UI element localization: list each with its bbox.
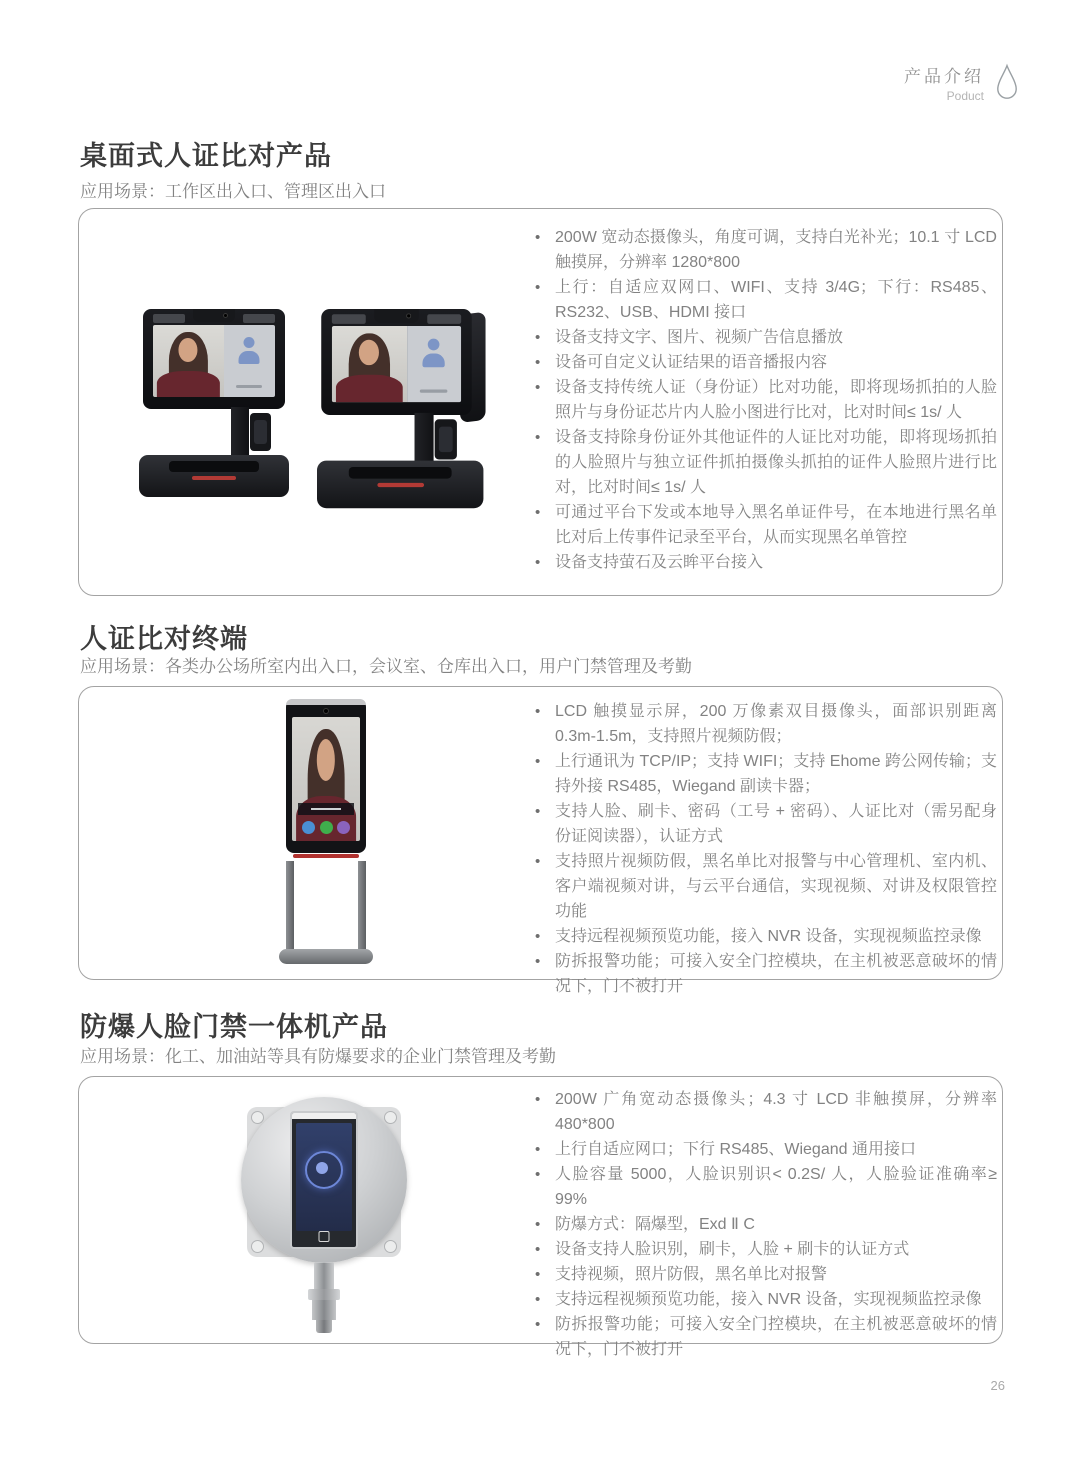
section-title-desktop: 桌面式人证比对产品 <box>80 141 332 171</box>
header-title: 产品介绍 <box>904 67 984 86</box>
feature-item: • 可通过平台下发或本地导入黑名单证件号，在本地进行黑名单比对后上传事件记录至平台，从而实现黑名单管控 <box>529 500 997 550</box>
conduit-pipe <box>314 1263 334 1289</box>
device-base <box>317 461 483 509</box>
desktop-device-angled <box>317 309 476 508</box>
person-silhouette-icon <box>421 338 446 367</box>
section-scenario-explosion-proof: 应用场景：化工、加油站等具有防爆要求的企业门禁管理及考勤 <box>80 1047 556 1066</box>
feature-item: • 设备支持萤石及云眸平台接入 <box>529 550 997 575</box>
header-subtitle: Poduct <box>946 89 984 103</box>
device-arm <box>415 413 434 466</box>
device-screen-bezel <box>321 309 472 415</box>
explosion-proof-device-image <box>237 1089 411 1337</box>
device-screen <box>153 325 275 397</box>
card-icon <box>302 821 315 834</box>
password-icon <box>337 821 350 834</box>
name-banner <box>298 803 354 815</box>
feature-item: • 支持人脸、刷卡、密码（工号 + 密码）、人证比对（需另配身份证阅读器），认证方式 <box>529 799 997 849</box>
panel-explosion-proof-product <box>78 1076 1003 1358</box>
feature-item: • 上行通讯为 TCP/IP；支持 WIFI；支持 Ehome 跨公网传输；支持外接 RS485，Wiegand 副读卡器； <box>529 749 997 799</box>
feature-item: • 支持照片视频防假，黑名单比对报警与中心管理机、室内机、客户端视频对讲，与云平台通信，实现视频、对讲及权限管控功能 <box>529 849 997 924</box>
panel-terminal-product <box>78 686 1003 995</box>
terminal-body <box>286 699 366 853</box>
feature-item: • LCD 触摸显示屏，200 万像素双目摄像头，面部识别距离 0.3m-1.5m，支持照片视频防假； <box>529 699 997 749</box>
header-text <box>904 62 984 103</box>
water-drop-icon <box>994 63 1020 103</box>
device-screen <box>290 1111 358 1249</box>
id-info-panel <box>224 325 275 397</box>
section-title-terminal: 人证比对终端 <box>80 624 248 654</box>
stand-bar-right <box>358 861 366 951</box>
conduit-tip <box>316 1320 332 1333</box>
terminal-screen <box>292 717 360 841</box>
device-base <box>139 455 289 497</box>
camera-icon <box>374 309 419 323</box>
feature-item: • 支持视频，照片防假，黑名单比对报警 <box>529 1262 997 1287</box>
feature-item: • 200W 宽动态摄像头，角度可调，支持白光补光；10.1 寸 LCD 触摸屏，分辨率 1280*800 <box>529 225 997 275</box>
stand-bar-left <box>286 861 294 951</box>
face-scan-ring-icon <box>305 1151 343 1189</box>
feature-item: • 人脸容量 5000，人脸识别识< 0.2S/ 人，人脸验证准确率≥ 99% <box>529 1162 997 1212</box>
info-text-line <box>236 385 262 388</box>
page-number: 26 <box>990 1378 1005 1393</box>
feature-item: • 设备支持传统人证（身份证）比对功能，即将现场抓拍的人脸照片与身份证芯片内人脸小图进行比对，比对时间≤ 1s/ 人 <box>529 375 997 425</box>
desktop-device-front <box>139 309 289 497</box>
feature-item: • 设备支持文字、图片、视频广告信息播放 <box>529 325 997 350</box>
person-body <box>336 375 402 402</box>
section-title-explosion-proof: 防爆人脸门禁一体机产品 <box>80 1012 388 1042</box>
fingerprint-module <box>435 419 457 459</box>
screen-action-icons <box>298 821 354 834</box>
feature-list-terminal <box>529 699 997 999</box>
terminal-device-image <box>261 699 391 965</box>
live-face-view <box>153 325 224 397</box>
call-icon <box>320 821 333 834</box>
feature-item: • 支持远程视频预览功能，接入 NVR 设备，实现视频监控录像 <box>529 1287 997 1312</box>
feature-list-explosion-proof <box>529 1087 997 1362</box>
id-info-panel <box>407 326 461 402</box>
feature-item: • 上行：自适应双网口、WIFI、支持 3/4G；下行：RS485、RS232、USB、HDMI 接口 <box>529 275 997 325</box>
feature-item: • 防爆方式：隔爆型，Exd Ⅱ C <box>529 1212 997 1237</box>
home-button-icon <box>319 1231 330 1242</box>
feature-list-desktop <box>529 225 997 575</box>
section-scenario-terminal: 应用场景：各类办公场所室内出入口，会议室、仓库出入口，用户门禁管理及考勤 <box>80 657 692 676</box>
conduit-fitting <box>312 1300 336 1320</box>
card-swipe-stripe <box>293 854 359 858</box>
feature-item: • 支持远程视频预览功能，接入 NVR 设备，实现视频监控录像 <box>529 924 997 949</box>
stand-base <box>279 949 373 964</box>
feature-item: • 200W 广角宽动态摄像头；4.3 寸 LCD 非触摸屏，分辨率 480*800 <box>529 1087 997 1137</box>
camera-icon <box>193 309 235 322</box>
conduit-nut <box>308 1289 340 1300</box>
device-screen-bezel <box>143 309 285 409</box>
feature-item: • 防拆报警功能；可接入安全门控模块，在主机被恶意破坏的情况下，门不被打开 <box>529 1312 997 1362</box>
device-screen <box>332 326 461 402</box>
feature-item: • 防拆报警功能；可接入安全门控模块，在主机被恶意破坏的情况下，门不被打开 <box>529 949 997 999</box>
fingerprint-module <box>250 413 271 451</box>
person-body <box>157 371 219 397</box>
device-arm <box>231 407 249 457</box>
face-scan-screen <box>296 1123 352 1231</box>
person-silhouette-icon <box>237 337 261 364</box>
panel-desktop-product <box>78 208 1003 596</box>
info-text-line <box>420 390 448 393</box>
feature-item: • 设备支持人脸识别，刷卡，人脸 + 刷卡的认证方式 <box>529 1237 997 1262</box>
feature-item: • 上行自适应网口；下行 RS485、Wiegand 通用接口 <box>529 1137 997 1162</box>
live-face-view <box>332 326 407 402</box>
desktop-devices-image <box>139 309 484 507</box>
feature-item: • 设备可自定义认证结果的语音播报内容 <box>529 350 997 375</box>
page-header <box>904 62 1020 103</box>
section-scenario-desktop: 应用场景：工作区出入口、管理区出入口 <box>80 182 386 201</box>
feature-item: • 设备支持除身份证外其他证件的人证比对功能，即将现场抓拍的人脸照片与独立证件抓拍摄像头抓拍的证件人脸照片进行比对，比对时间≤ 1s/ 人 <box>529 425 997 500</box>
